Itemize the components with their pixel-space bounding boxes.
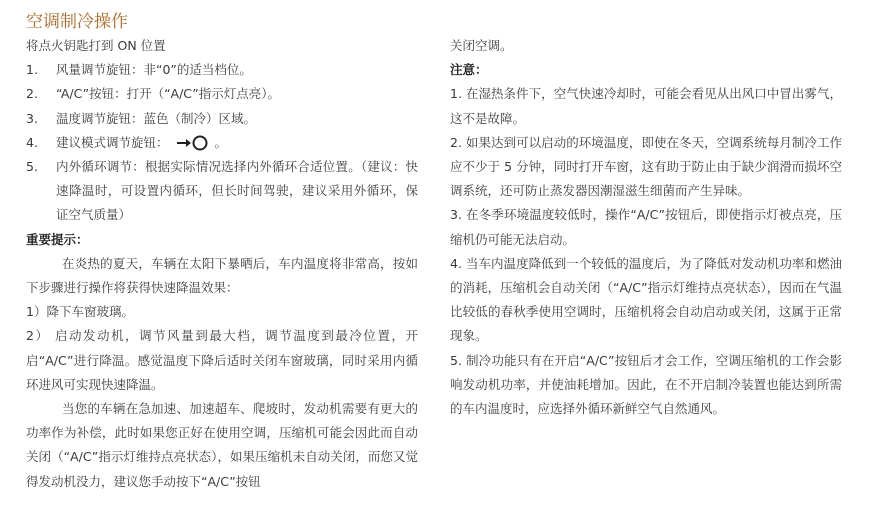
mode-knob-icon [175,134,209,152]
step-text: 风量调节旋钮：非“0”的适当档位。 [56,62,252,78]
step-number: 2. [26,86,38,102]
important-step-1: 1）降下车窗玻璃。 [26,304,134,320]
left-column [26,34,418,494]
step-number: 4. [26,134,38,150]
continued-text: 关闭空调。 [450,38,513,53]
note-2: 2. 如果达到可以启动的环境温度，即使在冬天，空调系统每月制冷工作应不少于 5 分钟，同时打开车窗，这有助于防止由于缺少润滑而损坏空调系统，还可防止蒸发器因潮湿滋生细菌而产生异味。 [450,134,842,199]
note-1: 1. 在湿热条件下，空气快速冷却时，可能会看见从出风口中冒出雾气，这不是故障。 [450,86,842,126]
step-text: “A/C”按钮：打开（“A/C”指示灯点亮）。 [56,86,280,102]
step-text: 建议模式调节旋钮： [56,134,169,150]
step-1 [26,58,418,82]
step-text: 内外循环调节：根据实际情况选择内外循环合适位置。（建议：快速降温时，可设置内循环，但长时间驾驶，建议采用外循环，保证空气质量） [56,159,418,223]
step-suffix: 。 [214,134,227,150]
note-5: 5. 制冷功能只有在开启“A/C”按钮后才会工作，空调压缩机的工作会影响发动机功率，并使油耗增加。因此，在不开启制冷装置也能达到所需的车内温度时，应选择外循环新鲜空气自然通风。 [450,352,842,417]
step-3 [26,107,418,131]
step-number: 3. [26,110,38,126]
right-column [450,34,842,421]
step-4 [26,131,418,155]
note-3: 3. 在冬季环境温度较低时，操作“A/C”按钮后，即使指示灯被点亮，压缩机仍可能无法启动。 [450,207,842,247]
important-step-2: 2） 启动发动机，调节风量到最大档，调节温度到最冷位置，开启“A/C”进行降温。感觉温度下降后适时关闭车窗玻璃，同时采用内循环进风可实现快速降温。 [26,328,418,392]
intro-text: 将点火钥匙打到 ON 位置 [26,38,166,53]
step-5 [26,155,418,228]
step-2 [26,82,418,106]
note-heading: 注意： [450,62,488,78]
step-text: 温度调节旋钮：蓝色（制冷）区域。 [56,110,257,126]
page-title: 空调制冷操作 [26,12,128,32]
step-number: 5. [26,159,38,175]
note-4: 4. 当车内温度降低到一个较低的温度后，为了降低对发动机功率和燃油的消耗，压缩机会自动关闭（“A/C”指示灯维持点亮状态），因而在气温比较低的春秋季使用空调时，压缩机将会自动启动或关闭，这属于正常现象。 [450,255,842,344]
important-heading: 重要提示： [26,231,89,247]
important-paragraph-1: 在炎热的夏天，车辆在太阳下暴晒后，车内温度将非常高，按如下步骤进行操作将获得快速降温效果： [26,255,418,296]
step-number: 1. [26,62,38,78]
important-paragraph-2: 当您的车辆在急加速、加速超车、爬坡时，发动机需要有更大的功率作为补偿，此时如果您正好在使用空调，压缩机可能会因此而自动关闭（“A/C”指示灯维持点亮状态），如果压缩机未自动关闭，而您又觉得发动机没力，建议您手动按下“A/C”按钮 [26,401,418,489]
